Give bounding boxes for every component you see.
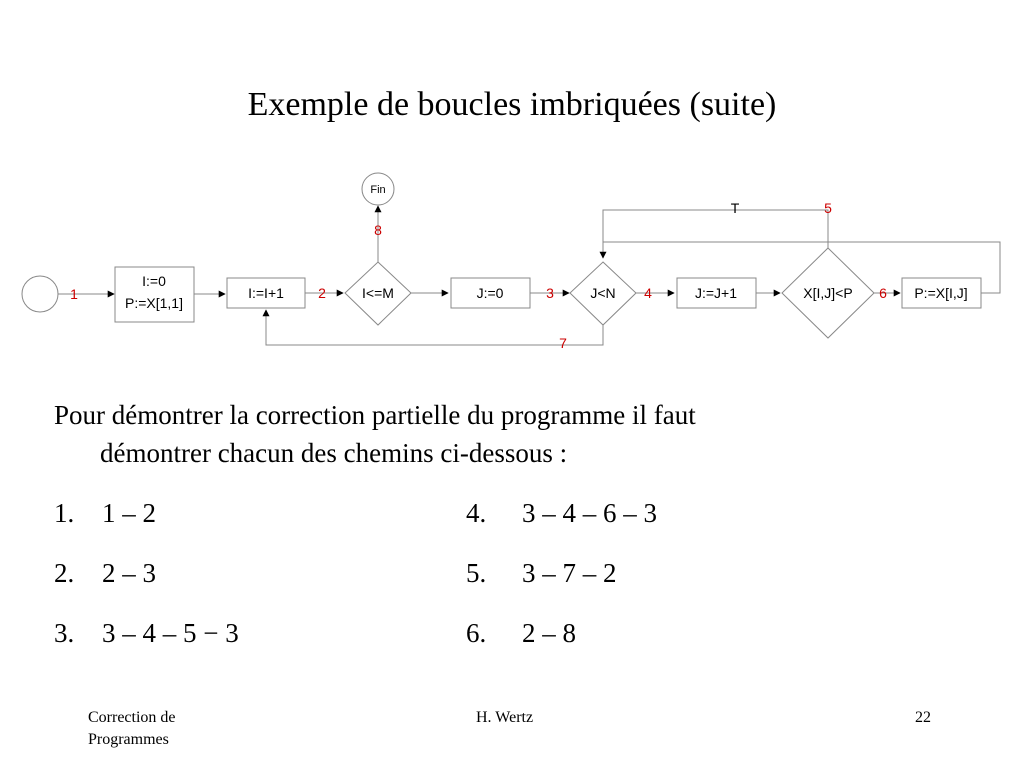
edge-label-4: 4: [644, 285, 652, 301]
cond-x-diamond: [782, 248, 874, 338]
path-number: 3.: [54, 618, 75, 648]
footer-course-line2: Programmes: [88, 731, 169, 748]
edge-label-6: 6: [879, 285, 887, 301]
path-item: [466, 618, 576, 649]
edge-label-8: 8: [374, 222, 382, 238]
inc-i-box: [227, 278, 305, 308]
cond-i-diamond: [345, 262, 411, 325]
path-number: 4.: [466, 498, 487, 528]
path-text: 2 – 8: [522, 618, 576, 648]
path-item: [54, 498, 156, 529]
set-p-box: [902, 278, 981, 308]
flowchart: [0, 0, 1024, 380]
init-line1: I:=0: [142, 273, 166, 289]
path-item: [466, 498, 657, 529]
intro-paragraph: [54, 396, 934, 472]
inc-i-label: I:=I+1: [248, 285, 284, 301]
path-text: 1 – 2: [102, 498, 156, 528]
edge-label-3: 3: [546, 285, 554, 301]
path-number: 2.: [54, 558, 75, 588]
fin-node: [362, 173, 394, 205]
intro-line1: Pour démontrer la correction partielle du programme il faut: [54, 400, 696, 430]
init-line2: P:=X[1,1]: [125, 295, 183, 311]
edge-label-5: 5: [824, 200, 832, 216]
path-text: 2 – 3: [102, 558, 156, 588]
edge-label-2: 2: [318, 285, 326, 301]
footer-course-line1: Correction de: [88, 709, 176, 726]
path-number: 5.: [466, 558, 487, 588]
path-item: [54, 558, 156, 589]
slide-title: Exemple de boucles imbriquées (suite): [247, 86, 777, 123]
edge-7: [266, 310, 603, 345]
cond-x-label: X[I,J]<P: [803, 285, 853, 301]
path-text: 3 – 4 – 5 − 3: [102, 618, 239, 648]
path-text: 3 – 7 – 2: [522, 558, 617, 588]
inc-j-box: [677, 278, 756, 308]
path-item: [54, 618, 239, 649]
footer-course: [88, 707, 176, 751]
cond-j-label: J<N: [590, 285, 616, 301]
set-j-label: J:=0: [476, 285, 504, 301]
fin-label: Fin: [370, 184, 386, 196]
path-number: 6.: [466, 618, 487, 648]
inc-j-label: J:=J+1: [694, 285, 738, 301]
cond-i-label: I<=M: [362, 285, 394, 301]
footer-author: H. Wertz: [476, 709, 534, 726]
edge-label-7: 7: [559, 335, 567, 351]
page-number: 22: [915, 709, 931, 726]
cond-j-diamond: [570, 262, 636, 325]
edge-5: [603, 210, 828, 258]
edge-label-1: 1: [70, 286, 78, 302]
set-j-box: [451, 278, 530, 308]
path-item: [466, 558, 617, 589]
true-label: T: [730, 200, 740, 216]
path-text: 3 – 4 – 6 – 3: [522, 498, 657, 528]
init-box: [115, 267, 194, 322]
set-p-label: P:=X[I,J]: [914, 285, 968, 301]
intro-line2: démontrer chacun des chemins ci-dessous :: [100, 438, 568, 468]
start-node: [22, 276, 58, 312]
path-number: 1.: [54, 498, 75, 528]
